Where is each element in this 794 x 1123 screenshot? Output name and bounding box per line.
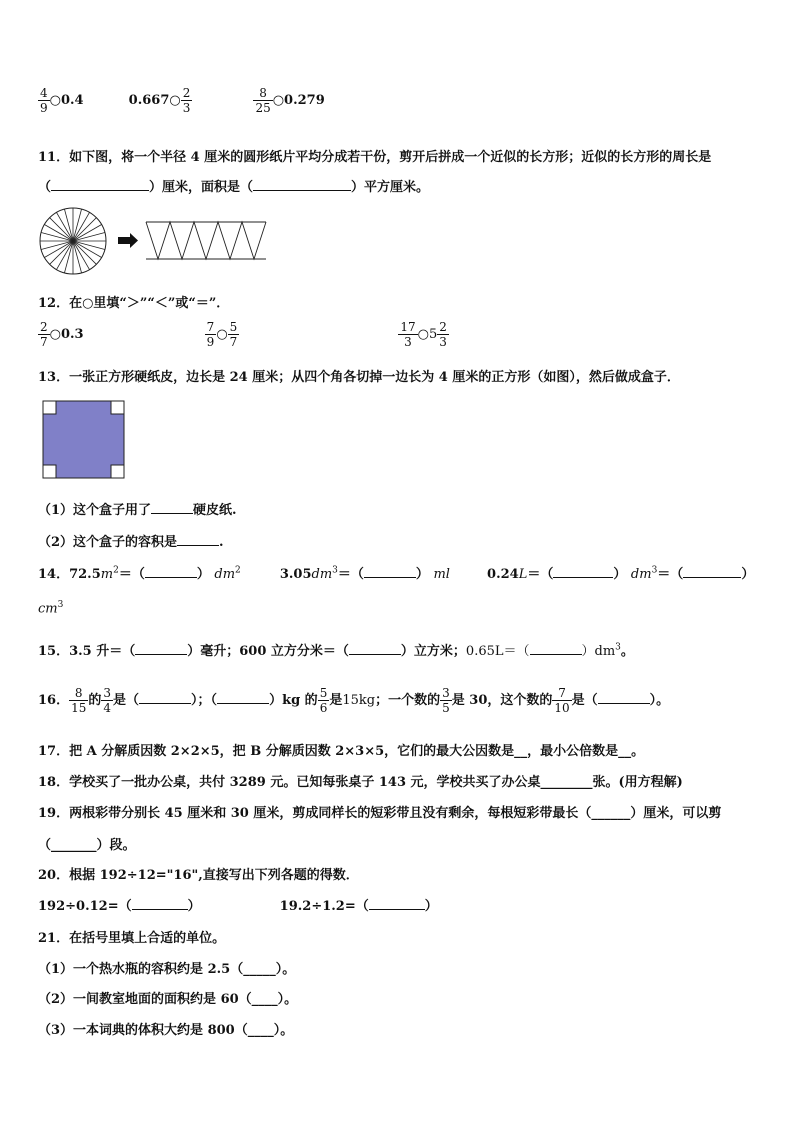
- q17-line: 17．把 A 分解质因数 2×2×5，把 B 分解质因数 2×3×5，它们的最大公因数是__，最小公倍数是__。: [38, 744, 645, 759]
- q19-line2: （_______）段。: [38, 838, 136, 853]
- compare-c: ○0.279: [272, 93, 325, 108]
- fraction: $\frac{2}{3}$: [182, 86, 191, 115]
- q16-line: 16． $\frac{8}{15}$ 的 $\frac{3}{4}$ 是（ ）；（ ）kg 的 $\frac{5}{6}$ 是15kg；一个数的 $\frac{3}{5}$ 是 30，这个数的 $\frac{7}{10}$ 是（ ）。: [38, 686, 670, 715]
- sectored-circle: [40, 208, 106, 274]
- zigzag-rectangle: [146, 222, 266, 259]
- answer-blank[interactable]: [553, 567, 613, 578]
- answer-blank[interactable]: [132, 899, 188, 910]
- answer-blank[interactable]: [253, 180, 351, 191]
- q21-sub2: （2）一间教室地面的面积约是 60（____）。: [38, 992, 298, 1007]
- answer-blank[interactable]: [177, 535, 219, 546]
- answer-blank[interactable]: [217, 693, 269, 704]
- q21-title: 21．在括号里填上合适的单位。: [38, 931, 226, 946]
- answer-blank[interactable]: [145, 567, 197, 578]
- answer-blank[interactable]: [530, 644, 582, 655]
- answer-blank[interactable]: [683, 567, 741, 578]
- q13-sub1: （1）这个盒子用了 硬皮纸.: [38, 503, 237, 518]
- compare-a: ○0.4: [49, 93, 84, 108]
- q11-line2: （ ）厘米，面积是（ ）平方厘米。: [38, 180, 430, 195]
- circle-to-rectangle-figure: [38, 206, 278, 280]
- q12-items: $\frac{2}{7}$ ○0.3 $\frac{7}{9}$ ○ $\frac{5}{7}$ $\frac{17}{3}$ ○5 $\frac{2}{3}$: [40, 320, 447, 349]
- fraction: $\frac{4}{9}$: [40, 86, 48, 115]
- answer-blank[interactable]: [135, 644, 187, 655]
- answer-blank[interactable]: [364, 567, 416, 578]
- arrow-icon: [118, 233, 138, 248]
- q14-wrap: $cm^3$: [38, 600, 64, 617]
- answer-blank[interactable]: [369, 899, 425, 910]
- answer-blank[interactable]: [598, 693, 650, 704]
- q15-line: 15．3.5 升＝（ ）毫升；600 立方分米＝（ ）立方米；0.65L＝（ ）$dm^3$。: [38, 642, 634, 659]
- q18-line: 18．学校买了一批办公桌，共付 3289 元。已知每张桌子 143 元，学校共买了办公桌________张。(用方程解): [38, 775, 683, 790]
- q13-title: 13．一张正方形硬纸皮，边长是 24 厘米；从四个角各切掉一边长为 4 厘米的正方形（如图），然后做成盒子．: [38, 370, 680, 385]
- q14-line: 14．$72.5m^2=$（ ） $dm^2$ $3.05dm^3=$（ ） ml 0.24L＝（ ） $dm^3=$（ ）: [38, 565, 755, 582]
- top-compare-row: [38, 86, 325, 115]
- q21-sub1: （1）一个热水瓶的容积约是 2.5（_____）。: [38, 962, 296, 977]
- q21-sub3: （3）一本词典的体积大约是 800（____）。: [38, 1023, 294, 1038]
- fraction: $\frac{8}{25}$: [255, 86, 271, 115]
- square-cardboard-figure: [42, 400, 126, 480]
- q20-title: 20．根据 192÷12="16",直接写出下列各题的得数．: [38, 868, 359, 883]
- compare-b: 0.667○: [128, 93, 181, 108]
- q11-line1: 11．如下图，将一个半径 4 厘米的圆形纸片平均分成若干份，剪开后拼成一个近似的长方形；近似的长方形的周长是: [38, 150, 712, 165]
- q12-title: 12．在○里填“＞”“＜”或“＝”．: [38, 296, 230, 311]
- q13-sub2: （2）这个盒子的容积是 .: [38, 535, 224, 550]
- q20-items: 192÷0.12=（ ） 19.2÷1.2=（ ）: [38, 899, 438, 914]
- answer-blank[interactable]: [349, 644, 401, 655]
- q19-line1: 19．两根彩带分别长 45 厘米和 30 厘米，剪成同样长的短彩带且没有剩余，每根短彩带最长（______）厘米，可以剪: [38, 806, 722, 821]
- answer-blank[interactable]: [151, 503, 193, 514]
- answer-blank[interactable]: [51, 180, 149, 191]
- answer-blank[interactable]: [139, 693, 191, 704]
